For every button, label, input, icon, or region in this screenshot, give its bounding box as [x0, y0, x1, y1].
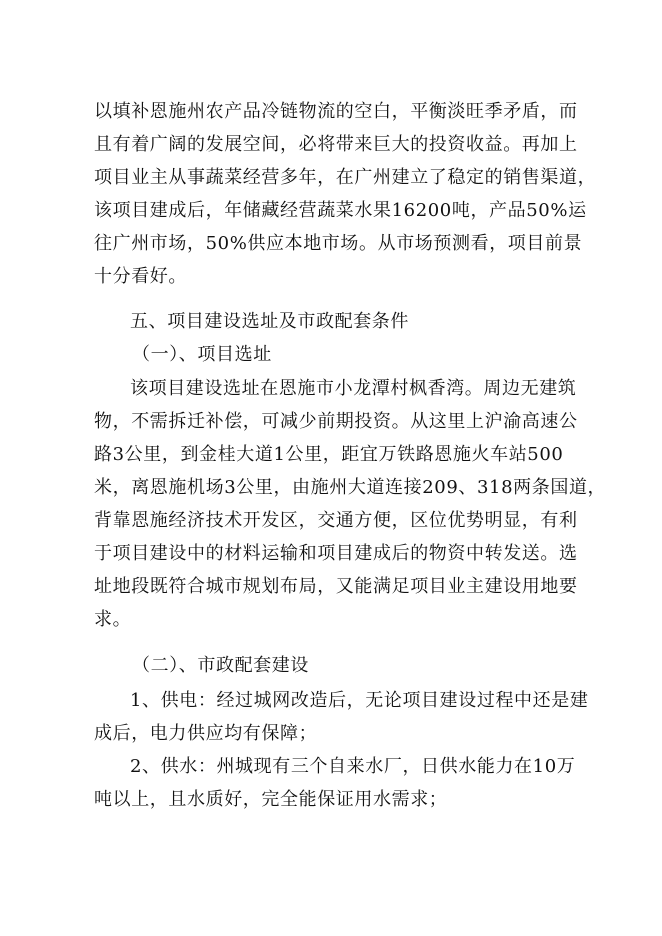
site-paragraph-line-3: 路3公里，到金桂大道1公里，距宜万铁路恩施火车站500: [94, 444, 564, 465]
paragraph-line-3: 项目业主从事蔬菜经营多年，在广州建立了稳定的销售渠道，: [94, 167, 597, 188]
paragraph-line-2: 且有着广阔的发展空间，必将带来巨大的投资收益。再加上: [94, 134, 578, 155]
water-item-line-1: 2、供水：州城现有三个自来水厂，日供水能力在10万: [130, 756, 576, 777]
paragraph-line-1: 以填补恩施州农产品冷链物流的空白，平衡淡旺季矛盾，而: [94, 101, 578, 122]
section-heading-5: 五、项目建设选址及市政配套条件: [130, 311, 409, 332]
site-paragraph-line-4: 米，离恩施机场3公里，由施州大道连接209、318两条国道，: [94, 477, 607, 498]
site-paragraph-line-8: 求。: [94, 609, 132, 630]
subsection-heading-1: （一）、项目选址: [132, 344, 272, 365]
paragraph-line-5: 往广州市场，50%供应本地市场。从市场预测看，项目前景: [94, 233, 583, 254]
site-paragraph-line-1: 该项目建设选址在恩施市小龙潭村枫香湾。周边无建筑: [130, 378, 577, 399]
subsection-heading-2: （二）、市政配套建设: [132, 655, 309, 676]
site-paragraph-line-2: 物，不需拆迁补偿，可减少前期投资。从这里上沪渝高速公: [94, 411, 578, 432]
site-paragraph-line-7: 址地段既符合城市规划布局，又能满足项目业主建设用地要: [94, 576, 578, 597]
site-paragraph-line-5: 背靠恩施经济技术开发区，交通方便，区位优势明显，有利: [94, 510, 578, 531]
power-item-line-1: 1、供电：经过城网改造后，无论项目建设过程中还是建: [130, 690, 589, 711]
power-item-line-2: 成后，电力供应均有保障；: [94, 723, 318, 744]
water-item-line-2: 吨以上，且水质好，完全能保证用水需求；: [94, 789, 448, 810]
paragraph-line-6: 十分看好。: [94, 266, 187, 287]
site-paragraph-line-6: 于项目建设中的材料运输和项目建成后的物资中转发送。选: [94, 543, 578, 564]
paragraph-line-4: 该项目建成后，年储藏经营蔬菜水果16200吨，产品50%运: [94, 200, 587, 221]
